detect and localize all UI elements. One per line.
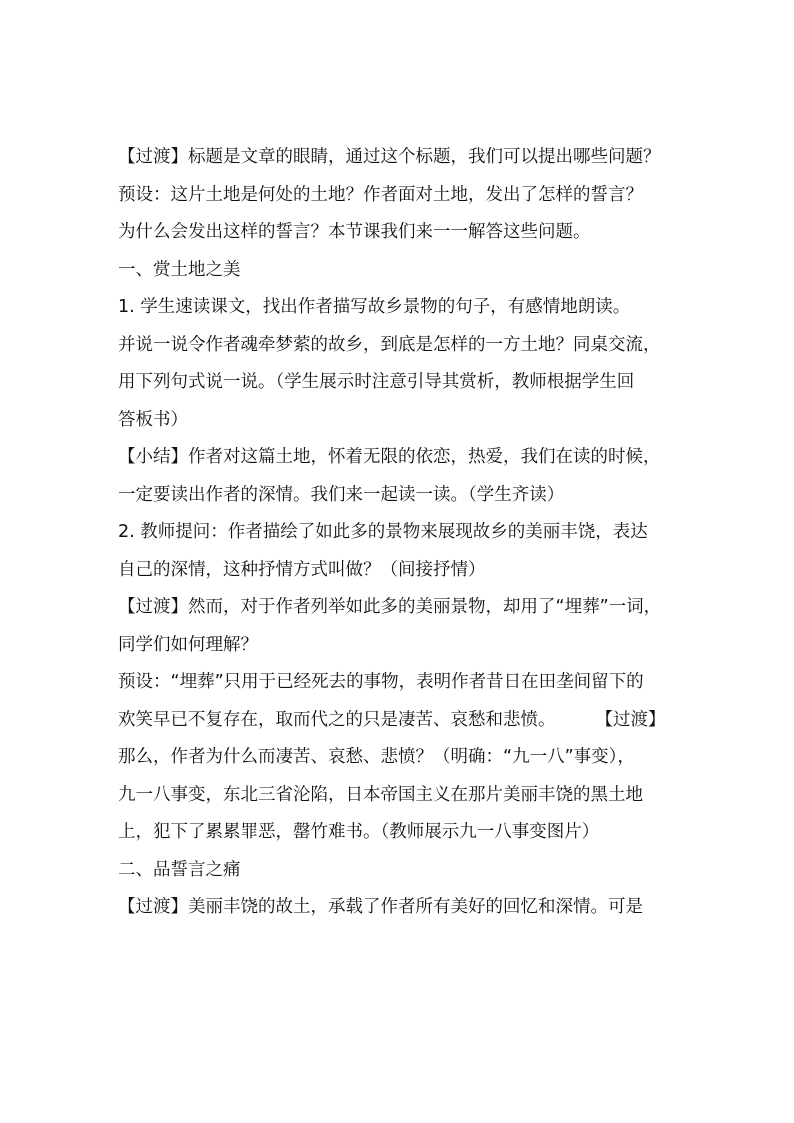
paragraph-line-5: 1. 学生速读课文，找出作者描写故乡景物的句子，有感情地朗读。	[118, 297, 631, 317]
paragraph-line-12: 自己的深情，这种抒情方式叫做？（间接抒情）	[118, 559, 486, 580]
paragraph-line-15: 预设：“埋葬”只用于已经死去的事物，表明作者昔日在田垄间留下的	[118, 672, 644, 692]
paragraph-line-16-text: 欢笑早已不复存在，取而代之的只是凄苦、哀愁和悲愤。	[118, 709, 556, 730]
paragraph-line-9: 【小结】作者对这篇土地，怀着无限的依恋，热爱，我们在读的时候，	[118, 447, 661, 467]
paragraph-line-8: 答板书）	[118, 409, 188, 430]
paragraph-line-16	[118, 702, 678, 740]
paragraph-line-18: 九一八事变，东北三省沦陷，日本帝国主义在那片美丽丰饶的黑土地	[118, 784, 643, 805]
paragraph-line-2: 预设：这片土地是何处的土地？作者面对土地，发出了怎样的誓言？	[118, 184, 643, 205]
section-heading-1: 一、赏土地之美	[118, 259, 241, 280]
paragraph-line-21: 【过渡】美丽丰饶的故土，承载了作者所有美好的回忆和深情。可是	[118, 897, 643, 917]
document-body	[118, 139, 678, 927]
paragraph-line-13: 【过渡】然而，对于作者列举如此多的美丽景物，却用了“埋葬”一词，	[118, 597, 662, 617]
paragraph-line-3: 为什么会发出这样的誓言？本节课我们来一一解答这些问题。	[118, 222, 591, 242]
paragraph-line-10: 一定要读出作者的深情。我们来一起读一读。（学生齐读）	[118, 484, 565, 505]
paragraph-line-7: 用下列句式说一说。（学生展示时注意引导其赏析，教师根据学生回	[118, 372, 635, 392]
paragraph-line-16-tail: 【过渡】	[595, 709, 666, 730]
section-heading-2: 二、品誓言之痛	[118, 859, 241, 880]
paragraph-line-14: 同学们如何理解？	[118, 634, 258, 655]
paragraph-line-17: 那么，作者为什么而凄苦、哀愁、悲愤？（明确：“九一八”事变），	[118, 747, 635, 767]
paragraph-line-19: 上，犯下了累累罪恶，罄竹难书。（教师展示九一八事变图片）	[118, 822, 600, 842]
paragraph-line-11: 2. 教师提问：作者描绘了如此多的景物来展现故乡的美丽丰饶，表达	[118, 522, 648, 542]
paragraph-line-1: 【过渡】标题是文章的眼睛，通过这个标题，我们可以提出哪些问题？	[118, 147, 661, 167]
paragraph-line-6: 并说一说令作者魂牵梦萦的故乡，到底是怎样的一方土地？同桌交流，	[118, 334, 661, 355]
